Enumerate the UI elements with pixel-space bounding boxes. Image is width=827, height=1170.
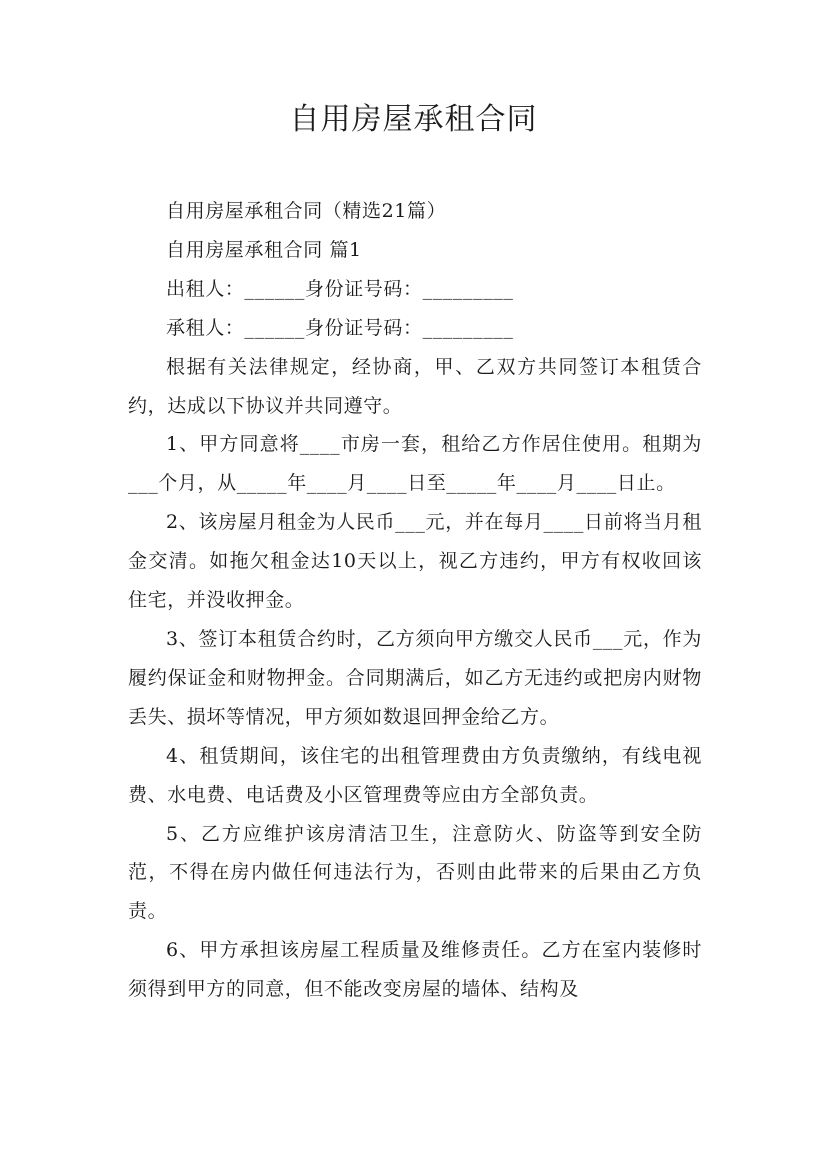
document-subtitle: 自用房屋承租合同（精选21篇） xyxy=(166,200,447,222)
document-body xyxy=(128,192,702,1009)
lessee-line: 承租人：______身份证号码：_________ xyxy=(166,316,514,339)
lessor-line: 出租人：______身份证号码：_________ xyxy=(166,277,514,300)
clause-3: 3、签订本租赁合约时，乙方须向甲方缴交人民币___元，作为履约保证金和财物押金。合同期满后，如乙方无违约或把房内财物丢失、损坏等情况，甲方须如数退回押金给乙方。 xyxy=(128,627,702,728)
document-title: 自用房屋承租合同 xyxy=(289,102,538,137)
clause-4: 4、租赁期间，该住宅的出租管理费由方负责缴纳，有线电视费、水电费、电话费及小区管理费等应由方全部负责。 xyxy=(128,744,702,806)
section-heading: 自用房屋承租合同 篇1 xyxy=(166,238,362,261)
intro-paragraph: 根据有关法律规定，经协商，甲、乙双方共同签订本租赁合约，达成以下协议并共同遵守。 xyxy=(128,355,702,417)
clause-6: 6、甲方承担该房屋工程质量及维修责任。乙方在室内装修时须得到甲方的同意，但不能改变房屋的墙体、结构及 xyxy=(128,939,702,1001)
clause-2: 2、该房屋月租金为人民币___元，并在每月____日前将当月租金交清。如拖欠租金达10天以上，视乙方违约，甲方有权收回该住宅，并没收押金。 xyxy=(128,511,702,612)
clause-1: 1、甲方同意将____市房一套，租给乙方作居住使用。租期为___个月，从_____年____月____日至_____年____月____日止。 xyxy=(128,433,702,495)
clause-5: 5、乙方应维护该房清洁卫生，注意防火、防盗等到安全防范，不得在房内做任何违法行为，否则由此带来的后果由乙方负责。 xyxy=(128,822,702,923)
